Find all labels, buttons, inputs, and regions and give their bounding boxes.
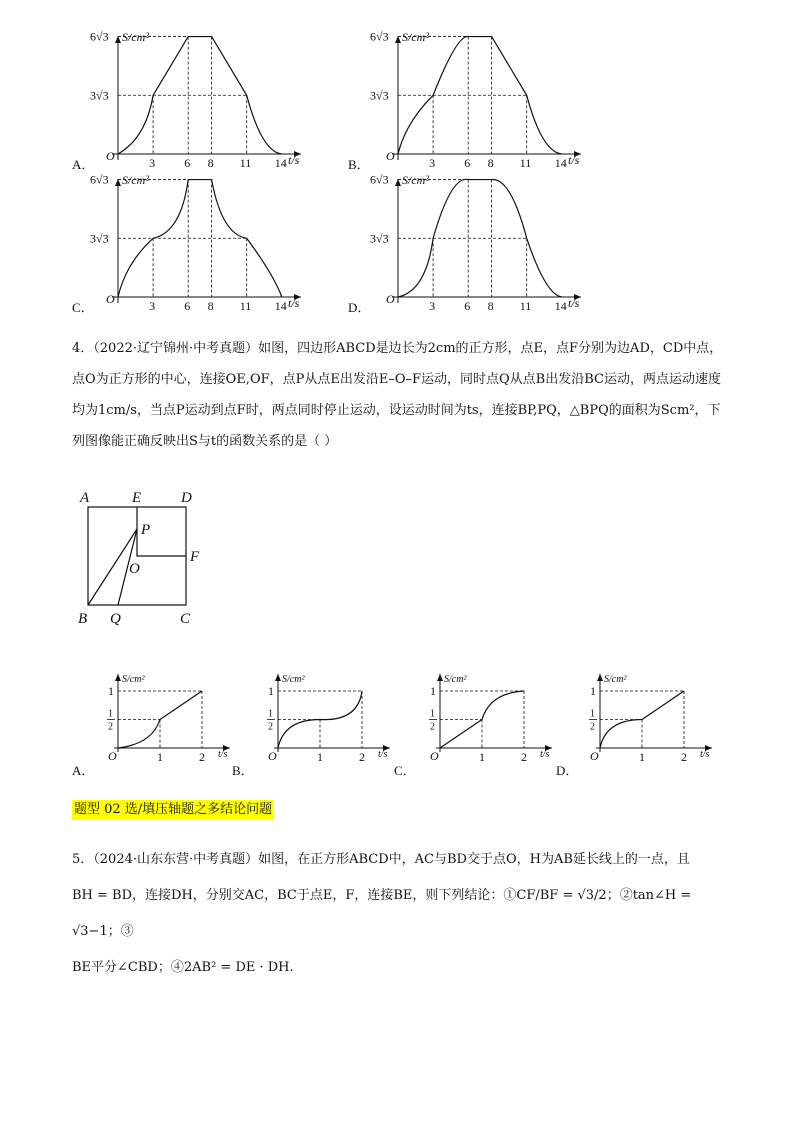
q4-square-figure bbox=[70, 480, 220, 630]
x-tick-8: 8 bbox=[207, 156, 214, 170]
y-tick-half-den: 2 bbox=[430, 721, 435, 733]
y-axis-label: S/cm² bbox=[122, 674, 145, 685]
q3-graph-C bbox=[90, 173, 301, 313]
q3-graph-A bbox=[90, 30, 301, 170]
y-axis-label: S/cm² bbox=[444, 674, 467, 685]
y-axis-label: S/cm² bbox=[402, 30, 429, 44]
x-tick-11: 11 bbox=[519, 156, 532, 170]
origin-label: O bbox=[108, 749, 117, 763]
origin-label: O bbox=[590, 749, 599, 763]
q4-choice-B: B． bbox=[232, 763, 254, 778]
q3-choice-D: D． bbox=[348, 300, 371, 315]
q4-choice-D: D． bbox=[556, 763, 579, 778]
y-tick-3r3: 3√3 bbox=[90, 88, 109, 103]
x-tick-1: 1 bbox=[479, 750, 485, 764]
y-tick-half-num: 1 bbox=[268, 708, 273, 720]
q3-choice-B: B． bbox=[348, 157, 370, 172]
q5-line2: BH = BD，连接DH，分别交AC，BC于点E，F，连接BE，则下列结论：①CF/BF = √3/2；②tan∠H = √3−1；③ bbox=[72, 888, 692, 939]
q3-graph-D bbox=[370, 173, 581, 313]
x-tick-6: 6 bbox=[184, 156, 191, 170]
x-axis-label: t/s bbox=[568, 296, 580, 310]
y-axis-label: S/cm² bbox=[604, 674, 627, 685]
label-C: C bbox=[180, 611, 191, 627]
x-tick-6: 6 bbox=[464, 156, 471, 170]
y-axis-head bbox=[395, 179, 401, 186]
q3-choice-C: C． bbox=[72, 300, 94, 315]
x-axis-label: t/s bbox=[700, 749, 710, 760]
x-tick-2: 2 bbox=[359, 750, 365, 764]
y-tick-1: 1 bbox=[590, 684, 596, 698]
label-Q: Q bbox=[110, 611, 121, 627]
section-heading: 题型 02 选/填压轴题之多结论问题 bbox=[72, 800, 274, 820]
origin-label: O bbox=[106, 149, 115, 163]
q3-graphs bbox=[0, 0, 794, 320]
y-axis-head bbox=[115, 36, 121, 43]
x-tick-8: 8 bbox=[487, 156, 494, 170]
origin-label: O bbox=[386, 149, 395, 163]
y-axis-label: S/cm² bbox=[122, 30, 149, 44]
q5-line1: 5．（2024·山东东营·中考真题）如图，在正方形ABCD中，AC与BD交于点O，H为AB延长线上的一点，且 bbox=[72, 852, 690, 867]
y-axis-label: S/cm² bbox=[402, 173, 429, 187]
x-tick-2: 2 bbox=[521, 750, 527, 764]
x-tick-3: 3 bbox=[429, 156, 436, 170]
q4-question: 4．（2022·辽宁锦州·中考真题）如图，四边形ABCD是边长为2cm的正方形，点E，点F分别为边AD，CD中点，点O为正方形的中心，连接OE,OF，点P从点E出发沿E–O–F运动，同时点Q从点B出发沿BC运动，两点运动速度均为1cm/s，当点P运动到点F时，两点同时停止运动，设运动时间为ts，连接BP,PQ，△BPQ的面积为Scm²，下列图像能正确反映出S与t的函数关系的是（ ） bbox=[72, 341, 723, 449]
y-axis-label: S/cm² bbox=[282, 674, 305, 685]
x-axis-label: t/s bbox=[568, 153, 580, 167]
x-tick-14: 14 bbox=[554, 156, 567, 170]
q3-choice-A: A． bbox=[72, 157, 95, 172]
q4-graph-C bbox=[429, 674, 552, 764]
q4-graph-D bbox=[589, 674, 712, 764]
y-axis-head bbox=[275, 674, 281, 681]
y-tick-6r3: 6√3 bbox=[90, 172, 109, 187]
y-tick-3r3: 3√3 bbox=[90, 231, 109, 246]
y-tick-3r3: 3√3 bbox=[370, 231, 389, 246]
q4-choice-C: C． bbox=[394, 763, 416, 778]
x-axis-label: t/s bbox=[288, 153, 300, 167]
y-tick-half-den: 2 bbox=[108, 721, 113, 733]
origin-label: O bbox=[430, 749, 439, 763]
x-tick-1: 1 bbox=[639, 750, 645, 764]
x-tick-2: 2 bbox=[681, 750, 687, 764]
x-axis-label: t/s bbox=[218, 749, 228, 760]
x-axis-label: t/s bbox=[378, 749, 388, 760]
x-tick-1: 1 bbox=[157, 750, 163, 764]
label-D: D bbox=[181, 490, 192, 506]
origin-label: O bbox=[386, 292, 395, 306]
y-axis-label: S/cm² bbox=[122, 173, 149, 187]
y-tick-half-den: 2 bbox=[268, 721, 273, 733]
x-tick-11: 11 bbox=[239, 156, 252, 170]
x-tick-14: 14 bbox=[274, 299, 287, 313]
y-axis-head bbox=[115, 179, 121, 186]
label-O: O bbox=[129, 561, 140, 577]
y-tick-6r3: 6√3 bbox=[90, 29, 109, 44]
x-tick-3: 3 bbox=[429, 299, 436, 313]
x-tick-14: 14 bbox=[274, 156, 287, 170]
x-tick-11: 11 bbox=[239, 299, 252, 313]
y-tick-half-num: 1 bbox=[108, 708, 113, 720]
y-tick-half-den: 2 bbox=[590, 721, 595, 733]
x-axis-label: t/s bbox=[540, 749, 550, 760]
x-axis-label: t/s bbox=[288, 296, 300, 310]
y-tick-1: 1 bbox=[108, 684, 114, 698]
x-tick-1: 1 bbox=[317, 750, 323, 764]
x-tick-6: 6 bbox=[464, 299, 471, 313]
x-tick-3: 3 bbox=[149, 156, 156, 170]
origin-label: O bbox=[268, 749, 277, 763]
label-B: B bbox=[78, 611, 88, 627]
x-tick-3: 3 bbox=[149, 299, 156, 313]
y-tick-6r3: 6√3 bbox=[370, 29, 389, 44]
q4-choice-A: A． bbox=[72, 763, 95, 778]
y-tick-1: 1 bbox=[268, 684, 274, 698]
y-tick-1: 1 bbox=[430, 684, 436, 698]
q4-graph-A bbox=[107, 674, 230, 764]
q4-text bbox=[72, 333, 732, 457]
y-axis-head bbox=[437, 674, 443, 681]
label-P: P bbox=[141, 522, 151, 538]
label-F: F bbox=[190, 549, 200, 565]
y-axis-head bbox=[395, 36, 401, 43]
y-axis-head bbox=[597, 674, 603, 681]
x-tick-8: 8 bbox=[207, 299, 214, 313]
q4-graph-B bbox=[267, 674, 390, 764]
x-tick-6: 6 bbox=[184, 299, 191, 313]
x-tick-8: 8 bbox=[487, 299, 494, 313]
y-tick-6r3: 6√3 bbox=[370, 172, 389, 187]
y-tick-half-num: 1 bbox=[590, 708, 595, 720]
x-tick-2: 2 bbox=[199, 750, 205, 764]
y-tick-3r3: 3√3 bbox=[370, 88, 389, 103]
x-tick-11: 11 bbox=[519, 299, 532, 313]
label-E: E bbox=[132, 490, 142, 506]
x-tick-14: 14 bbox=[554, 299, 567, 313]
label-A: A bbox=[80, 490, 90, 506]
q5-text bbox=[72, 842, 732, 986]
y-axis-head bbox=[115, 674, 121, 681]
q5-line3: BE平分∠CBD；④2AB² = DE · DH. bbox=[72, 960, 294, 975]
origin-label: O bbox=[106, 292, 115, 306]
q3-graph-B bbox=[370, 30, 581, 170]
y-tick-half-num: 1 bbox=[430, 708, 435, 720]
